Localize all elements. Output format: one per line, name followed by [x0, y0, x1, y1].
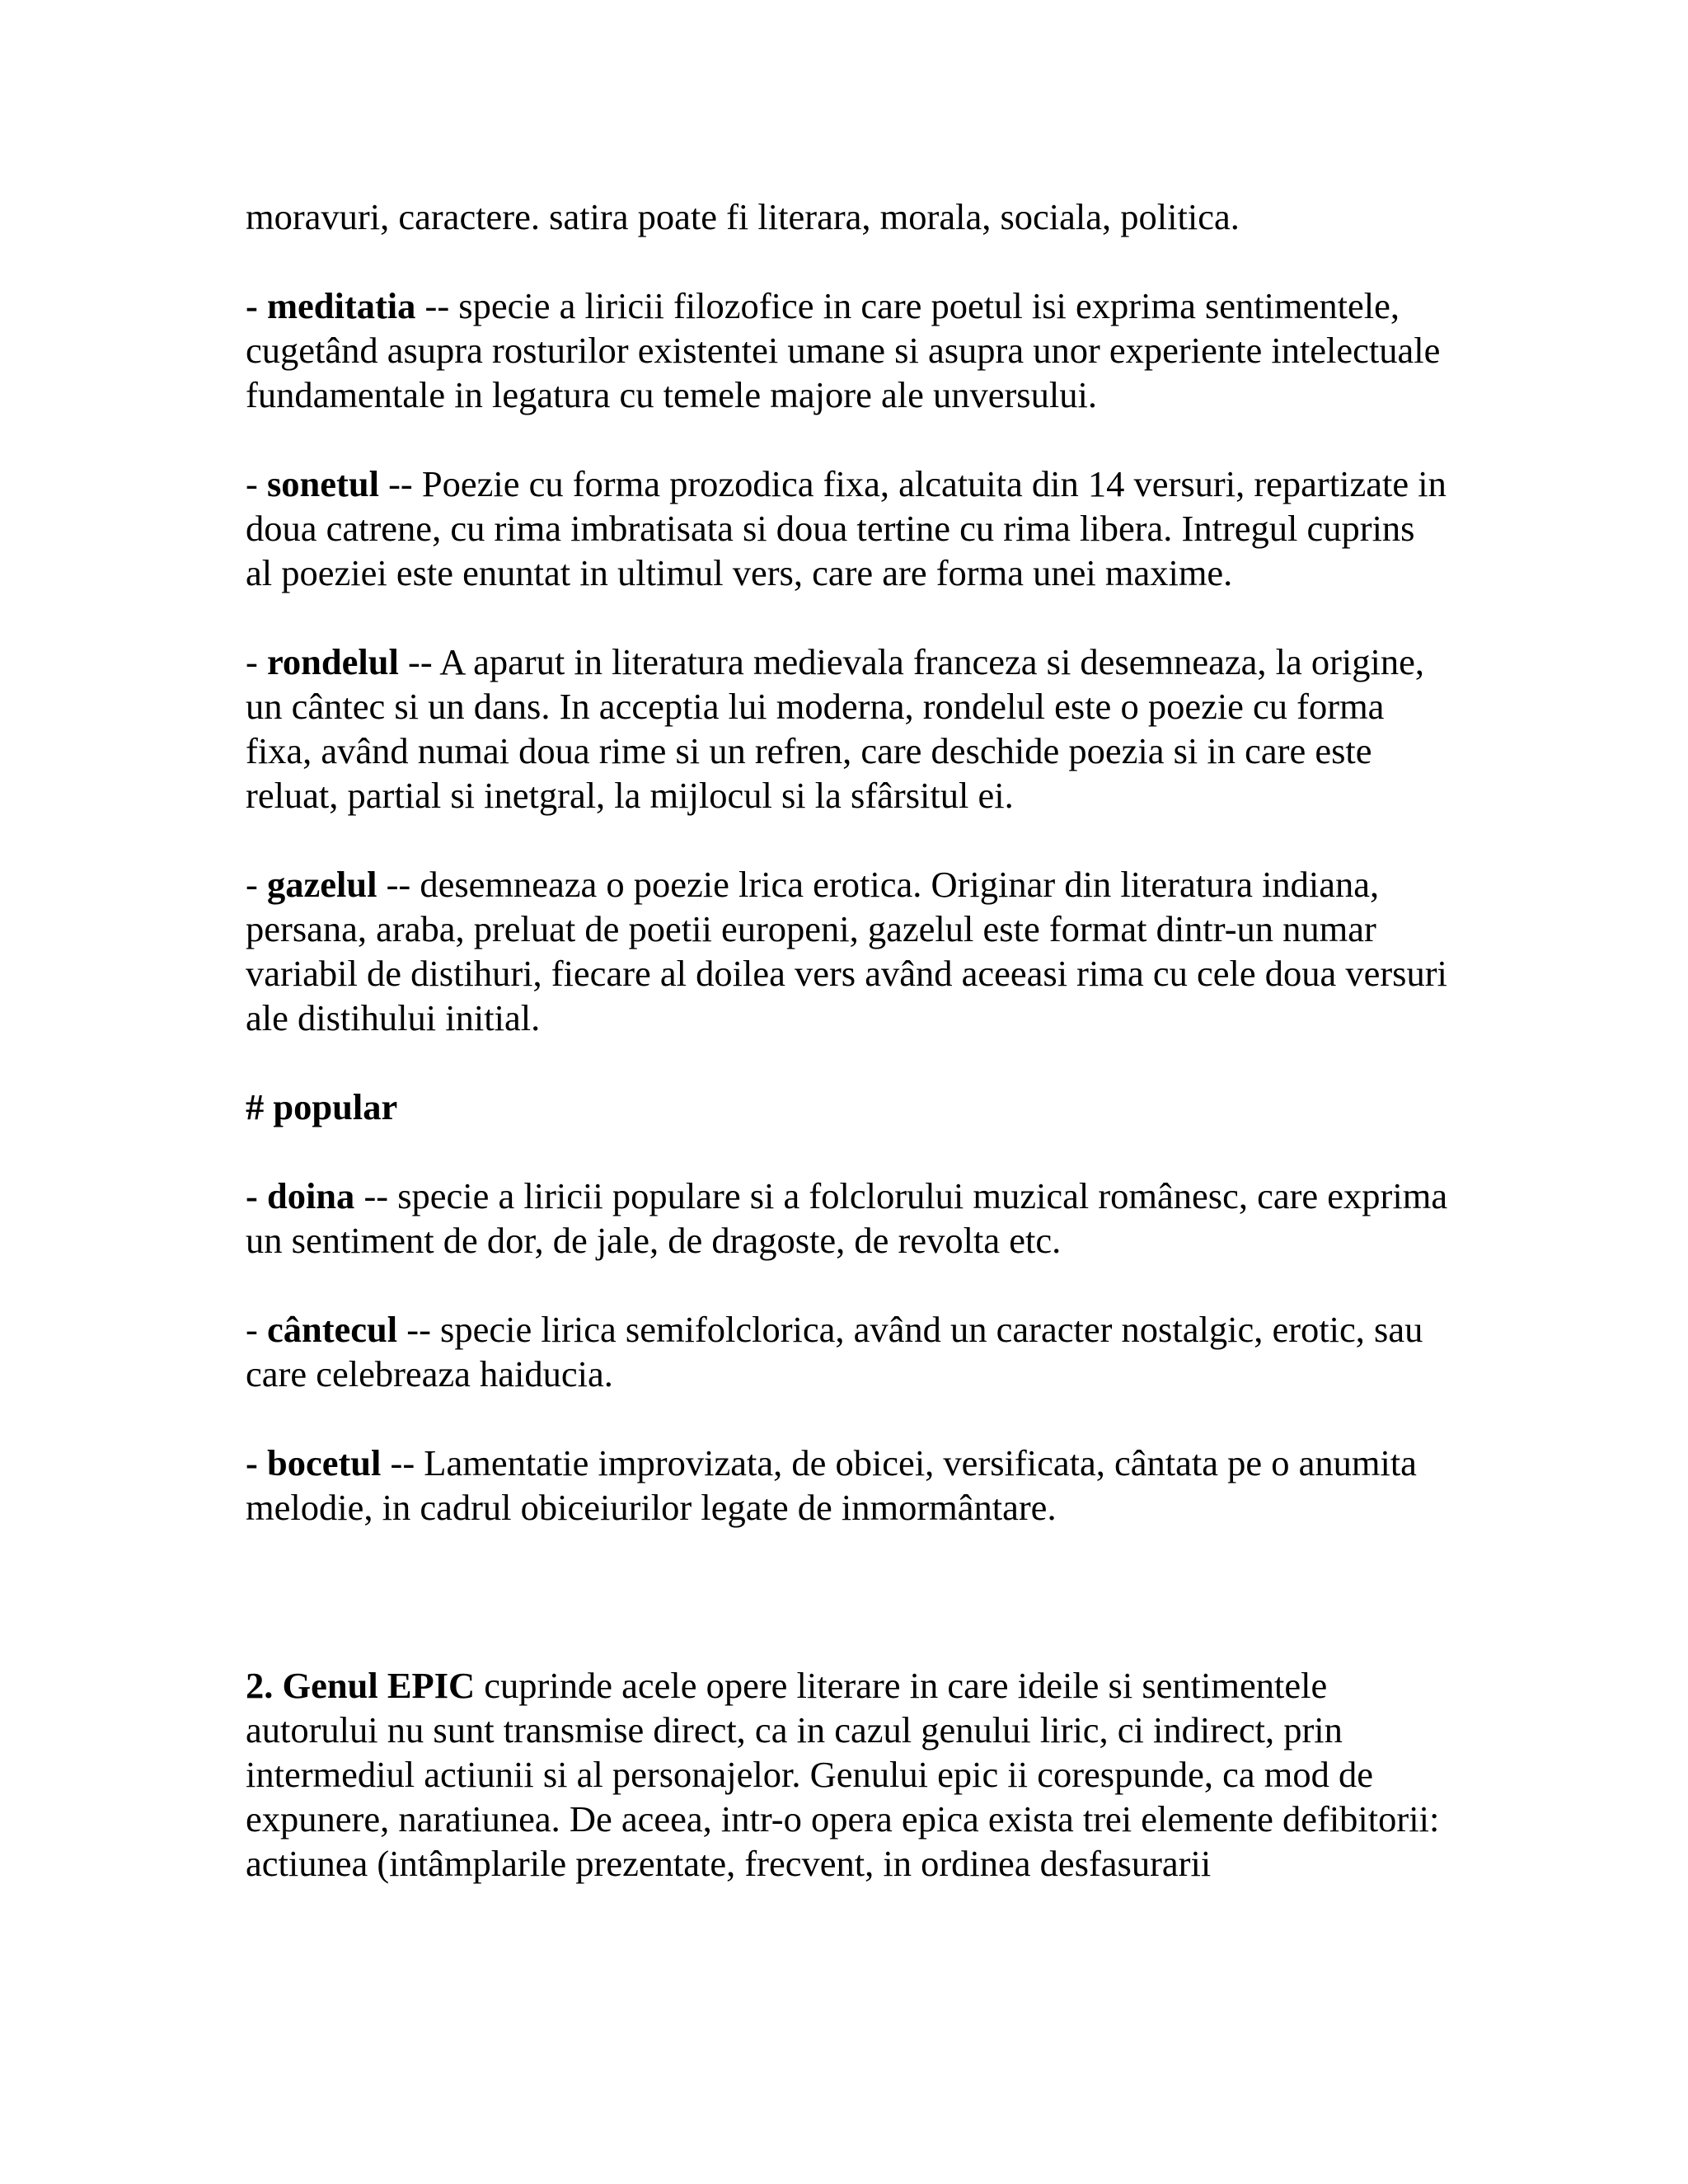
paragraph-text: -- specie lirica semifolclorica, având un caracter nostalgic, erotic, sau care celebreaza haiducia. — [246, 1309, 1423, 1394]
paragraph-text: -- A aparut in literatura medievala franceza si desemneaza, la origine, un cântec si un dans. In acceptia lui moderna, rondelul este o poezie cu forma fixa, având numai doua rime si un refren, care deschide poezia si in care este reluat, partial si inetgral, la mijlocul si la sfârsitul ei. — [246, 641, 1425, 816]
term-label: gazelul — [266, 864, 377, 905]
document-page — [246, 194, 1449, 1930]
paragraph-text: -- desemneaza o poezie lrica erotica. Originar din literatura indiana, persana, araba, preluat de poetii europeni, gazelul este format dintr-un numar variabil de distihuri, fiecare al doilea vers având aceeasi rima cu cele doua versuri ale distihului initial. — [246, 864, 1447, 1038]
paragraph-genul-epic — [246, 1663, 1449, 1886]
term-label: rondelul — [266, 641, 399, 682]
term-label: - doina — [246, 1175, 355, 1216]
term-label: cântecul — [266, 1309, 398, 1350]
paragraph-rondelul — [246, 640, 1449, 818]
dash-prefix: - — [246, 864, 267, 905]
dash-prefix: - — [246, 463, 267, 504]
paragraph-text: -- Poezie cu forma prozodica fixa, alcatuita din 14 versuri, repartizate in doua catrene, cu rima imbratisata si doua tertine cu rima libera. Intregul cuprins al poeziei este enuntat in ultimul vers, care are forma unei maxime. — [246, 463, 1447, 593]
paragraph-cantecul — [246, 1307, 1449, 1396]
paragraph-text: moravuri, caractere. satira poate fi literara, morala, sociala, politica. — [246, 196, 1240, 237]
term-label: - meditatia — [246, 285, 416, 326]
paragraph-sonetul — [246, 462, 1449, 595]
paragraph-text: cuprinde acele opere literare in care ideile si sentimentele autorului nu sunt transmise direct, ca in cazul genului liric, ci indirect, prin intermediul actiunii si al personajelor. Genului epic ii corespunde, ca mod de expunere, naratiunea. De aceea, intr-o opera epica exista trei elemente defibitorii: actiunea (intâmplarile prezentate, frecvent, in ordinea desfasurarii — [246, 1665, 1440, 1884]
term-label: - bocetul — [246, 1442, 382, 1483]
term-label: sonetul — [266, 463, 379, 504]
dash-prefix: - — [246, 641, 267, 682]
paragraph-bocetul — [246, 1441, 1449, 1530]
dash-prefix: - — [246, 1309, 267, 1350]
paragraph-meditatia — [246, 284, 1449, 417]
paragraph-text: -- specie a liricii populare si a folclorului muzical românesc, care exprima un sentiment de dor, de jale, de dragoste, de revolta etc. — [246, 1175, 1448, 1261]
paragraph-text: -- Lamentatie improvizata, de obicei, versificata, cântata pe o anumita melodie, in cadrul obiceiurilor legate de inmormântare. — [246, 1442, 1417, 1528]
paragraph-text: -- specie a liricii filozofice in care poetul isi exprima sentimentele, cugetând asupra rosturilor existentei umane si asupra unor experiente intelectuale fundamentale in legatura cu temele majore ale unversului. — [246, 285, 1441, 415]
section-heading-popular: # popular — [246, 1086, 398, 1127]
section-label: 2. Genul EPIC — [246, 1665, 476, 1706]
paragraph-gazelul — [246, 862, 1449, 1040]
paragraph-satira — [246, 194, 1449, 239]
paragraph-doina — [246, 1174, 1449, 1263]
